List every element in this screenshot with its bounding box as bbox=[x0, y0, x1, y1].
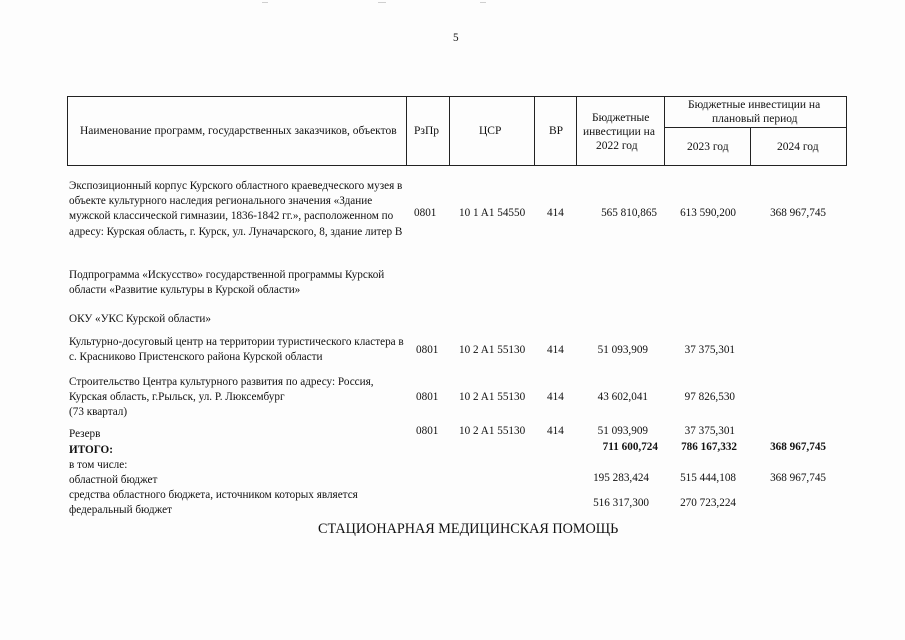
header-2023: 2023 год bbox=[687, 141, 729, 153]
row-federal-name-l2: федеральный бюджет bbox=[69, 504, 172, 516]
scan-artifact bbox=[480, 2, 486, 3]
row-rylsk-2022: 43 602,041 bbox=[597, 391, 648, 403]
row-rylsk-name-l1: Строительство Центра культурного развития по адресу: Россия, bbox=[69, 376, 374, 388]
row-federal-2023: 270 723,224 bbox=[680, 497, 736, 509]
row-museum-rzpr: 0801 bbox=[414, 207, 437, 219]
scan-artifact bbox=[378, 2, 386, 3]
row-museum-2024: 368 967,745 bbox=[770, 207, 826, 219]
row-reserve-name: Резерв bbox=[69, 428, 101, 440]
page-number: 5 bbox=[453, 32, 459, 44]
row-reserve-rzpr: 0801 bbox=[416, 425, 439, 437]
row-museum-2022: 565 810,865 bbox=[601, 207, 657, 219]
row-total-2024: 368 967,745 bbox=[770, 441, 826, 453]
scan-artifact bbox=[262, 2, 268, 3]
row-rylsk-name-l3: (73 квартал) bbox=[69, 406, 128, 418]
row-museum-2023: 613 590,200 bbox=[680, 207, 736, 219]
row-museum-csr: 10 1 A1 54550 bbox=[459, 207, 526, 219]
header-csr: ЦСР bbox=[479, 125, 502, 137]
header-2024: 2024 год bbox=[777, 141, 819, 153]
row-regional-name: областной бюджет bbox=[69, 474, 158, 486]
header-planned-l1: Бюджетные инвестиции на bbox=[688, 99, 821, 111]
row-krasnikovo-csr: 10 2 A1 55130 bbox=[459, 344, 526, 356]
row-krasnikovo-rzpr: 0801 bbox=[416, 344, 439, 356]
row-reserve-2023: 37 375,301 bbox=[684, 425, 735, 437]
row-museum-name: Экспозиционный корпус Курского областного краеведческого музея в объекте культурного наследия регионального значения «Здание мужской классической гимназии, 1836-1842 гг.», расположенном по адресу: Курская область, г. Курск, ул. Луначарского, 8, здание литер В bbox=[69, 180, 403, 238]
row-total-2023: 786 167,332 bbox=[681, 441, 737, 453]
header-name: Наименование программ, государственных заказчиков, объектов bbox=[80, 125, 397, 137]
row-museum-vr: 414 bbox=[547, 207, 564, 219]
header-inv-2022-l3: 2022 год bbox=[596, 140, 638, 152]
header-rzpr: РзПр bbox=[414, 125, 439, 137]
including-label: в том числе: bbox=[69, 459, 128, 471]
subprogram-title: Подпрограмма «Искусство» государственной программы Курской области «Развитие культуры в Курской области» bbox=[69, 269, 385, 297]
row-rylsk-vr: 414 bbox=[547, 391, 564, 403]
row-total-2022: 711 600,724 bbox=[602, 441, 658, 453]
row-krasnikovo-name: Культурно-досуговый центр на территории туристического кластера в с. Красниково Пристенского района Курской области bbox=[69, 336, 404, 364]
row-total-name: ИТОГО: bbox=[69, 444, 113, 456]
customer-title: ОКУ «УКС Курской области» bbox=[69, 313, 211, 325]
row-rylsk-name-l2: Курская область, г.Рыльск, ул. Р. Люксембург bbox=[69, 391, 285, 403]
row-krasnikovo-2023: 37 375,301 bbox=[684, 344, 735, 356]
row-reserve-vr: 414 bbox=[547, 425, 564, 437]
header-vr: ВР bbox=[549, 125, 564, 137]
row-regional-2022: 195 283,424 bbox=[593, 472, 649, 484]
header-planned-l2: плановый период bbox=[712, 113, 798, 125]
row-krasnikovo-2022: 51 093,909 bbox=[597, 344, 648, 356]
row-krasnikovo-vr: 414 bbox=[547, 344, 564, 356]
row-reserve-2022: 51 093,909 bbox=[597, 425, 648, 437]
row-federal-name-l1: средства областного бюджета, источником которых является bbox=[69, 489, 358, 501]
row-federal-2022: 516 317,300 bbox=[593, 497, 649, 509]
row-rylsk-2023: 97 826,530 bbox=[684, 391, 735, 403]
row-rylsk-rzpr: 0801 bbox=[416, 391, 439, 403]
row-rylsk-csr: 10 2 A1 55130 bbox=[459, 391, 526, 403]
row-regional-2023: 515 444,108 bbox=[680, 472, 736, 484]
header-inv-2022-l1: Бюджетные bbox=[592, 112, 650, 124]
header-inv-2022-l2: инвестиции на bbox=[583, 126, 655, 138]
section-title: СТАЦИОНАРНАЯ МЕДИЦИНСКАЯ ПОМОЩЬ bbox=[318, 521, 619, 537]
row-regional-2024: 368 967,745 bbox=[770, 472, 826, 484]
row-reserve-csr: 10 2 A1 55130 bbox=[459, 425, 526, 437]
